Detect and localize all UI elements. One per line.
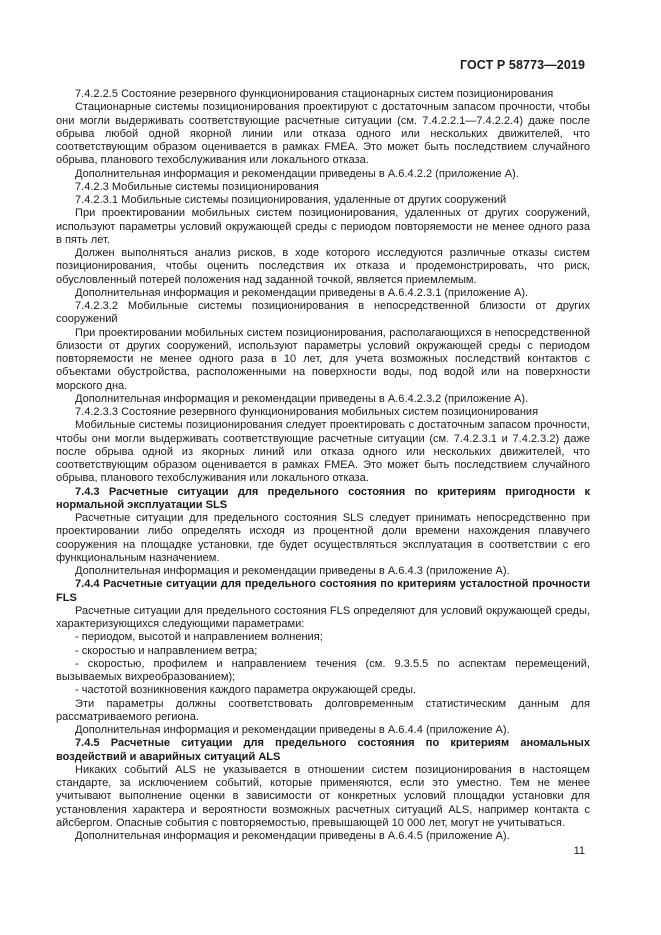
paragraph: Дополнительная информация и рекомендации приведены в A.6.4.4 (приложение А). [75, 724, 510, 736]
paragraph: Дополнительная информация и рекомендации приведены в A.6.4.5 (приложение А). [75, 830, 510, 842]
section-heading: 7.4.2.2.5 Состояние резервного функционирования стационарных систем позиционирования [75, 88, 554, 100]
list-item: - периодом, высотой и направлением волнения; [75, 631, 323, 644]
section-heading-bold: 7.4.5 Расчетные ситуации для предельного состояния по критериям аномальных воздействий и аварийных ситуаций ALS [56, 737, 590, 763]
document-body [56, 88, 590, 843]
paragraph: При проектировании мобильных систем позиционирования, удаленных от других сооружений, используют параметры условий окружающей среды с периодом повторяемости не менее одного раза в пять лет. [56, 207, 590, 246]
paragraph: Должен выполняться анализ рисков, в ходе которого исследуются различные отказы систем позиционирования, чтобы оценить последствия их отказа и продемонстрировать, что риск, обусловленный потерей положения над заданной точкой, является приемлемым. [56, 247, 590, 286]
paragraph: Мобильные системы позиционирования следует проектировать с достаточным запасом прочности, чтобы они могли выдерживать соответствующие расчетные ситуации (см. 7.4.2.3.1 и 7.4.2.3.2) даже после обрыва одной из якорных линий или отказа одного или нескольких движителей, что соответствующим образом оценивается в рамках FMEA. Это может быть последствием случайного обрыва, планового техобслуживания или локального отказа. [56, 419, 590, 485]
paragraph: Дополнительная информация и рекомендации приведены в A.6.4.2.3.2 (приложение А). [75, 392, 529, 405]
list-item: - частотой возникновения каждого параметра окружающей среды. [75, 684, 416, 697]
paragraph: Эти параметры должны соответствовать долговременным статистическим данным для рассматриваемого региона. [56, 697, 590, 723]
paragraph: Стационарные системы позиционирования проектируют с достаточным запасом прочности, чтобы они могли выдерживать соответствующие расчетные ситуации (см. 7.4.2.2.1—7.4.2.2.4) даже после обрыва любой одной якорной линии или отказа одного или нескольких движителей, что соответствующим образом оценивается в рамках FMEA. Это может быть последствием случайного обрыва, планового техобслуживания или локального отказа. [56, 101, 590, 167]
list-item: - скоростью, профилем и направлением течения (см. 9.3.5.5 по аспектам перемещений, вызываемых вихреобразованием); [56, 657, 590, 683]
document-header: ГОСТ Р 58773—2019 [459, 58, 585, 72]
paragraph: Дополнительная информация и рекомендации приведены в A.6.4.2.3.1 (приложение А). [75, 286, 529, 299]
section-heading: 7.4.2.3.3 Состояние резервного функционирования мобильных систем позиционирования [75, 406, 539, 418]
section-heading: 7.4.2.3.2 Мобильные системы позиционирования в непосредственной близости от других сооружений [56, 300, 590, 326]
paragraph: При проектировании мобильных систем позиционирования, располагающихся в непосредственной близости от других сооружений, используют параметры условий окружающей среды с периодом повторяемости не менее одного раза в 10 лет, для учета возможных последствий контактов с объектами обустройства, расположенными на поверхности воды, под водой или на поверхности морского дна. [56, 326, 590, 392]
paragraph: Расчетные ситуации для предельного состояния FLS определяют для условий окружающей среды, характеризующихся следующими параметрами: [56, 604, 590, 630]
paragraph: Никаких событий ALS не указывается в отношении систем позиционирования в настоящем стандарте, за исключением событий, которые применяются, если это уместно. Тем не менее учитывают выполнение оценки в зависимости от конкретных условий площадки установки для установления характера и вероятности возможных расчетных ситуаций ALS, например контакта с айсбергом. Опасные события с повторяемостью, превышающей 10 000 лет, могут не учитываться. [56, 763, 590, 829]
paragraph: Дополнительная информация и рекомендации приведены в A.6.4.3 (приложение А). [75, 565, 510, 577]
section-heading-bold: 7.4.3 Расчетные ситуации для предельного состояния по критериям пригодности к нормальной эксплуатации SLS [56, 485, 590, 511]
list-item: - скоростью и направлением ветра; [75, 644, 258, 657]
paragraph: Дополнительная информация и рекомендации приведены в A.6.4.2.2 (приложение А). [75, 167, 519, 180]
section-heading: 7.4.2.3 Мобильные системы позиционирования [75, 180, 319, 193]
section-heading: 7.4.2.3.1 Мобильные системы позиционирования, удаленные от других сооружений [75, 194, 507, 206]
section-heading-bold: 7.4.4 Расчетные ситуации для предельного состояния по критериям усталостной прочности FLS [56, 578, 590, 604]
page-number: 11 [573, 845, 585, 857]
paragraph: Расчетные ситуации для предельного состояния SLS следует принимать непосредственно при проектировании либо определять исходя из процентной доли времени нахождения плавучего сооружения на площадке установки, где будет осуществляться эксплуатация в соответствии с его функциональным назначением. [56, 512, 590, 564]
